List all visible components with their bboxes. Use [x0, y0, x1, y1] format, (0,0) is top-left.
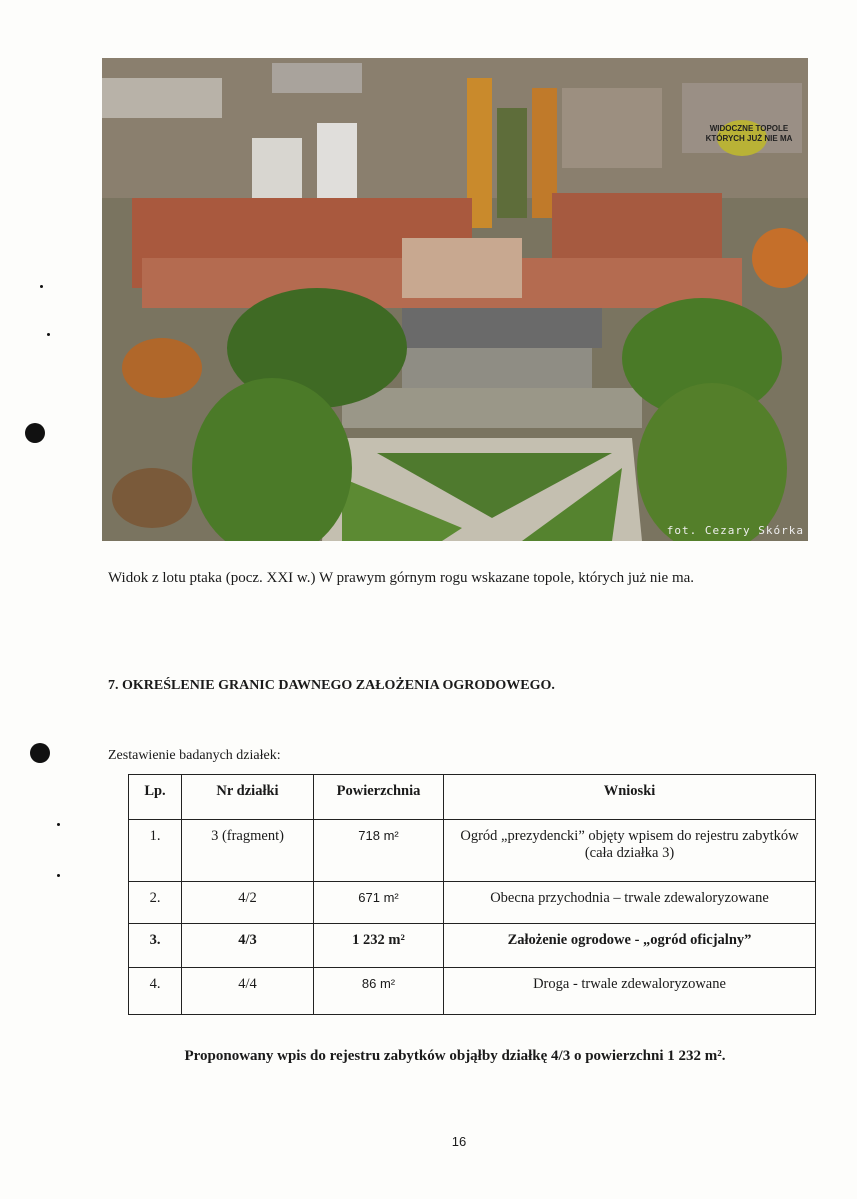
- cell-area: 671 m²: [314, 882, 444, 924]
- page-number: 16: [451, 1134, 467, 1149]
- cell-notes: Droga - trwale zdewaloryzowane: [444, 968, 816, 1015]
- table-row: [129, 968, 816, 1015]
- scan-mark: [57, 874, 60, 877]
- table-header-row: [129, 775, 816, 820]
- cell-lp: 4.: [129, 968, 182, 1015]
- table-row: [129, 820, 816, 882]
- cell-notes: Obecna przychodnia – trwale zdewaloryzowane: [444, 882, 816, 924]
- cell-nr: 4/2: [182, 882, 314, 924]
- section-heading: 7. OKREŚLENIE GRANIC DAWNEGO ZAŁOŻENIA OGRODOWEGO.: [108, 678, 555, 693]
- scan-mark: [57, 823, 60, 826]
- cell-nr: 4/4: [182, 968, 314, 1015]
- header-notes: Wnioski: [444, 775, 816, 820]
- cell-lp: 1.: [129, 820, 182, 882]
- scan-mark: [47, 333, 50, 336]
- cell-area: 86 m²: [314, 968, 444, 1015]
- header-area: Powierzchnia: [314, 775, 444, 820]
- punch-hole: [30, 743, 50, 763]
- parcels-table: [128, 774, 816, 1015]
- header-nr: Nr działki: [182, 775, 314, 820]
- cell-lp: 3.: [129, 924, 182, 968]
- cell-nr: 4/3: [182, 924, 314, 968]
- punch-hole: [25, 423, 45, 443]
- photo-caption: Widok z lotu ptaka (pocz. XXI w.) W prawym górnym rogu wskazane topole, których już nie ma.: [108, 570, 695, 586]
- photo-annotation: WIDOCZNE TOPOLE KTÓRYCH JUŻ NIE MA: [705, 124, 793, 143]
- cell-area: 1 232 m²: [314, 924, 444, 968]
- table-row: [129, 882, 816, 924]
- cell-lp: 2.: [129, 882, 182, 924]
- table-intro: Zestawienie badanych działek:: [108, 748, 281, 763]
- scan-mark: [40, 285, 43, 288]
- cell-notes: Ogród „prezydencki” objęty wpisem do rejestru zabytków (cała działka 3): [444, 820, 816, 882]
- cell-area: 718 m²: [314, 820, 444, 882]
- proposal-text: Proponowany wpis do rejestru zabytków objąłby działkę 4/3 o powierzchni 1 232 m².: [184, 1048, 726, 1064]
- aerial-photo: [102, 58, 808, 541]
- table-row: [129, 924, 816, 968]
- header-lp: Lp.: [129, 775, 182, 820]
- photo-credit: fot. Cezary Skórka: [666, 524, 804, 537]
- cell-nr: 3 (fragment): [182, 820, 314, 882]
- cell-notes: Założenie ogrodowe - „ogród oficjalny”: [444, 924, 816, 968]
